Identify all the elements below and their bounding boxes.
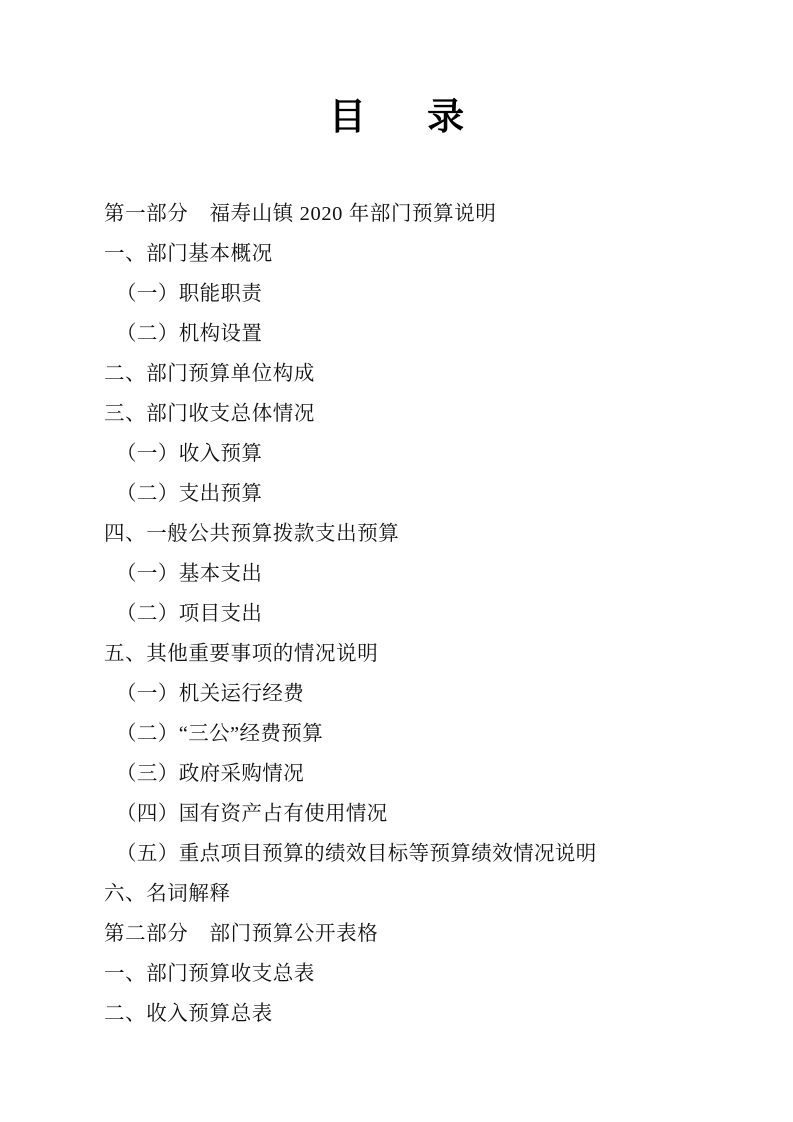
toc-entry[interactable]: 一、部门预算收支总表 xyxy=(104,963,315,985)
toc-entry[interactable]: 三、部门收支总体情况 xyxy=(104,403,315,425)
toc-entry[interactable]: （四）国有资产占有使用情况 xyxy=(116,803,388,825)
toc-entry[interactable]: （一）职能职责 xyxy=(116,283,263,305)
toc-entry[interactable]: （一）基本支出 xyxy=(116,563,263,585)
toc-entry[interactable]: （一）机关运行经费 xyxy=(116,683,305,705)
toc-entry[interactable]: （五）重点项目预算的绩效目标等预算绩效情况说明 xyxy=(116,843,597,865)
toc-entry[interactable]: （二）“三公”经费预算 xyxy=(116,723,324,745)
toc-entry[interactable]: 二、部门预算单位构成 xyxy=(104,363,315,385)
toc-entry[interactable]: 四、一般公共预算拨款支出预算 xyxy=(104,523,400,545)
toc-entry[interactable]: 一、部门基本概况 xyxy=(104,243,273,265)
toc-entry[interactable]: 二、收入预算总表 xyxy=(104,1003,273,1025)
toc-entry[interactable]: 第一部分 福寿山镇 2020 年部门预算说明 xyxy=(104,203,497,225)
toc-entry[interactable]: （二）支出预算 xyxy=(116,483,263,505)
toc-entry[interactable]: 第二部分 部门预算公开表格 xyxy=(104,923,379,945)
toc-entry[interactable]: （一）收入预算 xyxy=(116,443,263,465)
toc-entry[interactable]: （二）项目支出 xyxy=(116,603,263,625)
toc-entry[interactable]: （二）机构设置 xyxy=(116,323,263,345)
toc-entry[interactable]: （三）政府采购情况 xyxy=(116,763,305,785)
page-title: 目 录 xyxy=(328,97,491,138)
toc-entry[interactable]: 六、名词解释 xyxy=(104,883,231,905)
table-of-contents xyxy=(0,194,793,1034)
toc-entry[interactable]: 五、其他重要事项的情况说明 xyxy=(104,643,379,665)
